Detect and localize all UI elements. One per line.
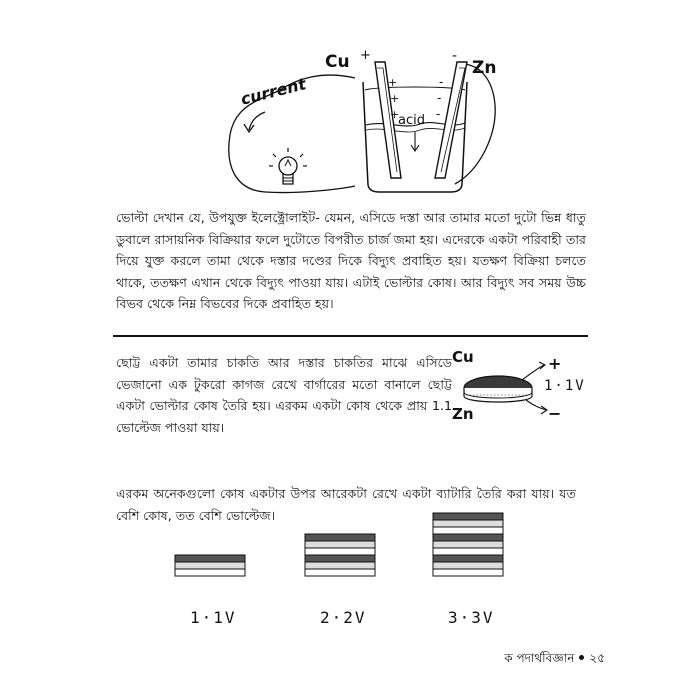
coin-label-minus: − — [548, 404, 562, 423]
acid-paper — [305, 541, 375, 548]
copper-plate — [305, 534, 375, 541]
paragraph-small-cell: ছোট্ট একটা তামার চাকতি আর দস্তার চাকতির মাঝে এসিডে ভেজানো এক টুকরো কাগজ রেখে বার্গারের মতো বানালে ছোট্ট একটা ভোল্টার কোষ তৈরি হয়। এরকম একটা কোষ থেকে প্রায় 1.1 ভোল্টেজ পাওয়া যায়। — [116, 355, 452, 435]
svg-text:-: - — [436, 107, 441, 121]
coin-voltage-label: 1·1V — [544, 378, 586, 394]
current-arrow — [249, 112, 265, 130]
footer-dot-icon — [579, 655, 584, 660]
label-current: current — [238, 74, 308, 109]
label-cu-plus: + — [360, 48, 371, 63]
coin-label-zn: Zn — [452, 405, 474, 423]
acid-paper — [433, 520, 503, 527]
stack-label-3: 3·3V — [448, 608, 495, 627]
page-footer — [504, 650, 605, 670]
battery-stack-2 — [303, 532, 377, 578]
zinc-plate — [433, 527, 503, 534]
zinc-plate — [433, 548, 503, 555]
label-zn: Zn — [472, 58, 497, 78]
battery-stack-1 — [173, 553, 247, 578]
copper-plate — [433, 534, 503, 541]
svg-text:-: - — [437, 91, 442, 105]
coin-label-cu: Cu — [452, 348, 474, 366]
footer-page-number: ২৫ — [589, 651, 605, 665]
svg-text:+: + — [388, 76, 398, 89]
copper-plate — [433, 513, 503, 520]
copper-plate — [305, 555, 375, 562]
zinc-plate — [305, 569, 375, 576]
section-divider — [113, 335, 588, 337]
light-bulb-icon — [269, 148, 307, 184]
acid-paper — [305, 562, 375, 569]
zinc-plate — [433, 569, 503, 576]
footer-book-title: ক পদার্থবিজ্ঞান — [504, 651, 575, 665]
copper-plate — [175, 555, 245, 562]
acid-paper — [433, 541, 503, 548]
paragraph-voltaic-cell: ভোল্টা দেখান যে, উপযুক্ত ইলেক্ট্রোলাইট- যেমন, এসিডে দস্তা আর তামার মতো দুটো ভিন্ন ধাতু ডুবালে রাসায়নিক বিক্রিয়ার ফলে দুটোতে বিপরীত চার্জ জমা হয়। এদেরকে একটা পরিবাহী তার দিয়ে যুক্ত করলে তামা থেকে দস্তার দণ্ডের দিকে বিদ্যুৎ প্রবাহিত হয়। যতক্ষণ বিক্রিয়া চলতে থাকে, ততক্ষণ এখান থেকে বিদ্যুৎ পাওয়া যায়। এটাই ভোল্টার কোষ। আর বিদ্যুৎ সব সময় উচ্চ বিভব থেকে নিম্ন বিভবের দিকে প্রবাহিত হয়। — [116, 210, 586, 311]
zinc-plate — [175, 569, 245, 576]
zinc-plate — [305, 548, 375, 555]
svg-text:+: + — [390, 92, 400, 105]
stack-label-1: 1·1V — [190, 608, 237, 627]
copper-plate — [433, 555, 503, 562]
stack-label-2: 2·2V — [320, 608, 367, 627]
coin-label-plus: + — [548, 354, 562, 373]
svg-text:+: + — [390, 108, 400, 121]
acid-paper — [433, 562, 503, 569]
svg-text:-: - — [439, 75, 444, 89]
label-acid: acid — [398, 113, 425, 128]
paragraph-battery: এরকম অনেকগুলো কোষ একটার উপর আরেকটা রেখে একটা ব্যাটারি তৈরি করা যায়। যত বেশি কোষ, তত বেশি ভোল্টেজ। — [116, 486, 577, 523]
label-cu: Cu — [325, 52, 350, 72]
acid-paper — [175, 562, 245, 569]
label-zn-minus: - — [452, 48, 458, 64]
battery-stack-3 — [431, 511, 505, 578]
